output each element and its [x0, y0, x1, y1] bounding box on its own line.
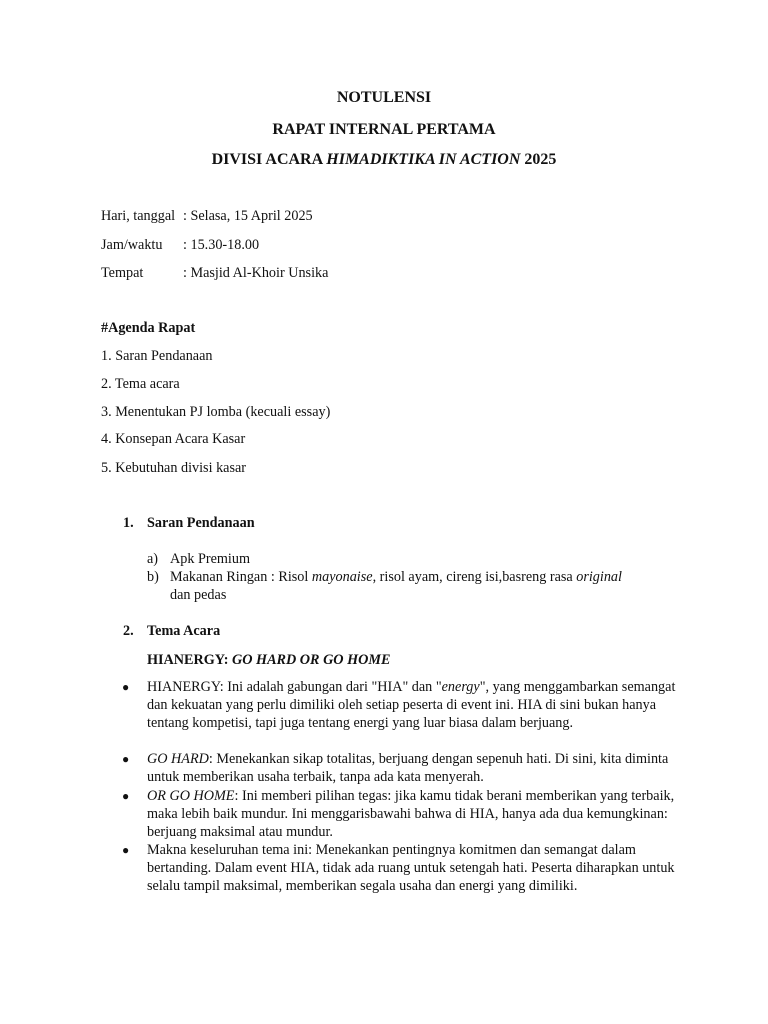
funding-text: dan pedas [170, 587, 227, 603]
theme-line [147, 651, 390, 669]
bullet-icon: ● [122, 843, 130, 857]
doc-subtitle: RAPAT INTERNAL PERTAMA [272, 121, 496, 138]
meta-value-date: : Selasa, 15 April 2025 [183, 208, 313, 224]
paragraph-text: : Ini memberi pilihan tegas: jika kamu tidak berani memberikan yang terbaik, maka lebih baik mundur. Ini menggarisbawahi bahwa di HIA, hanya ada dua kemungkinan: berjuang maksimal atau mundur. [147, 788, 675, 840]
agenda-item: 1. Saran Pendanaan [101, 348, 213, 364]
bullet-icon: ● [122, 752, 130, 766]
paragraph-text: HIANERGY: Ini adalah gabungan dari "HIA" dan " [147, 679, 442, 695]
theme-bullet-paragraph [147, 678, 687, 732]
meta-label-date: Hari, tanggal [101, 208, 176, 224]
section1-title: Saran Pendanaan [147, 515, 255, 531]
theme-bullet-paragraph [147, 841, 687, 895]
list-marker: b) [147, 569, 159, 585]
division-prefix: DIVISI ACARA [211, 151, 327, 168]
bullet-icon: ● [122, 789, 130, 803]
agenda-item: 4. Konsepan Acara Kasar [101, 431, 246, 447]
theme-tagline: GO HARD OR GO HOME [232, 652, 391, 668]
bullet-icon: ● [122, 680, 130, 694]
theme-bullet-paragraph [147, 787, 687, 841]
paragraph-text-italic: OR GO HOME [147, 788, 235, 804]
section2-title: Tema Acara [147, 623, 221, 639]
doc-title: NOTULENSI [336, 89, 432, 106]
agenda-item: 2. Tema acara [101, 376, 180, 392]
funding-text: Makanan Ringan : Risol [170, 569, 312, 585]
paragraph-text: Makna keseluruhan tema ini: Menekankan pentingnya komitmen dan semangat dalam bertanding. Dalam event HIA, tidak ada ruang untuk setengah hati. Peserta diharapkan untuk selalu tampil maksimal, memberikan segala usaha dan energi yang dimiliki. [147, 842, 675, 894]
section2-number: 2. [123, 623, 134, 639]
agenda-heading: #Agenda Rapat [101, 320, 196, 336]
funding-text-italic: mayonaise [311, 569, 373, 585]
theme-bullet-paragraph [147, 750, 687, 786]
meta-label-place: Tempat [101, 265, 144, 281]
funding-text: , risol ayam, cireng isi,basreng rasa [372, 569, 577, 585]
section1-number: 1. [123, 515, 134, 531]
funding-text-italic: original [576, 569, 622, 585]
funding-item: Apk Premium [170, 551, 250, 567]
agenda-item: 5. Kebutuhan divisi kasar [101, 460, 246, 476]
paragraph-text: : Menekankan sikap totalitas, berjuang dengan sepenuh hati. Di sini, kita diminta untuk memberikan usaha terbaik, tanpa ada kata menyerah. [147, 751, 669, 785]
agenda-item: 3. Menentukan PJ lomba (kecuali essay) [101, 404, 331, 420]
funding-item [170, 568, 690, 604]
meta-value-time: : 15.30-18.00 [183, 237, 260, 253]
paragraph-text-italic: energy [441, 679, 480, 695]
doc-division-title [0, 150, 768, 170]
theme-prefix: HIANERGY: [147, 652, 233, 668]
event-name: HIMADIKTIKA IN ACTION [326, 151, 521, 168]
paragraph-text: ", yang menggambarkan semangat dan kekuatan yang perlu dimiliki oleh setiap peserta di event ini. HIA di sini bukan hanya tentang kompetisi, tapi juga tentang energi yang luar biasa dalam berjuang. [147, 679, 676, 731]
meta-label-time: Jam/waktu [101, 237, 163, 253]
list-marker: a) [147, 551, 159, 567]
division-year: 2025 [520, 151, 557, 168]
paragraph-text-italic: GO HARD [147, 751, 209, 767]
meta-value-place: : Masjid Al-Khoir Unsika [183, 265, 329, 281]
